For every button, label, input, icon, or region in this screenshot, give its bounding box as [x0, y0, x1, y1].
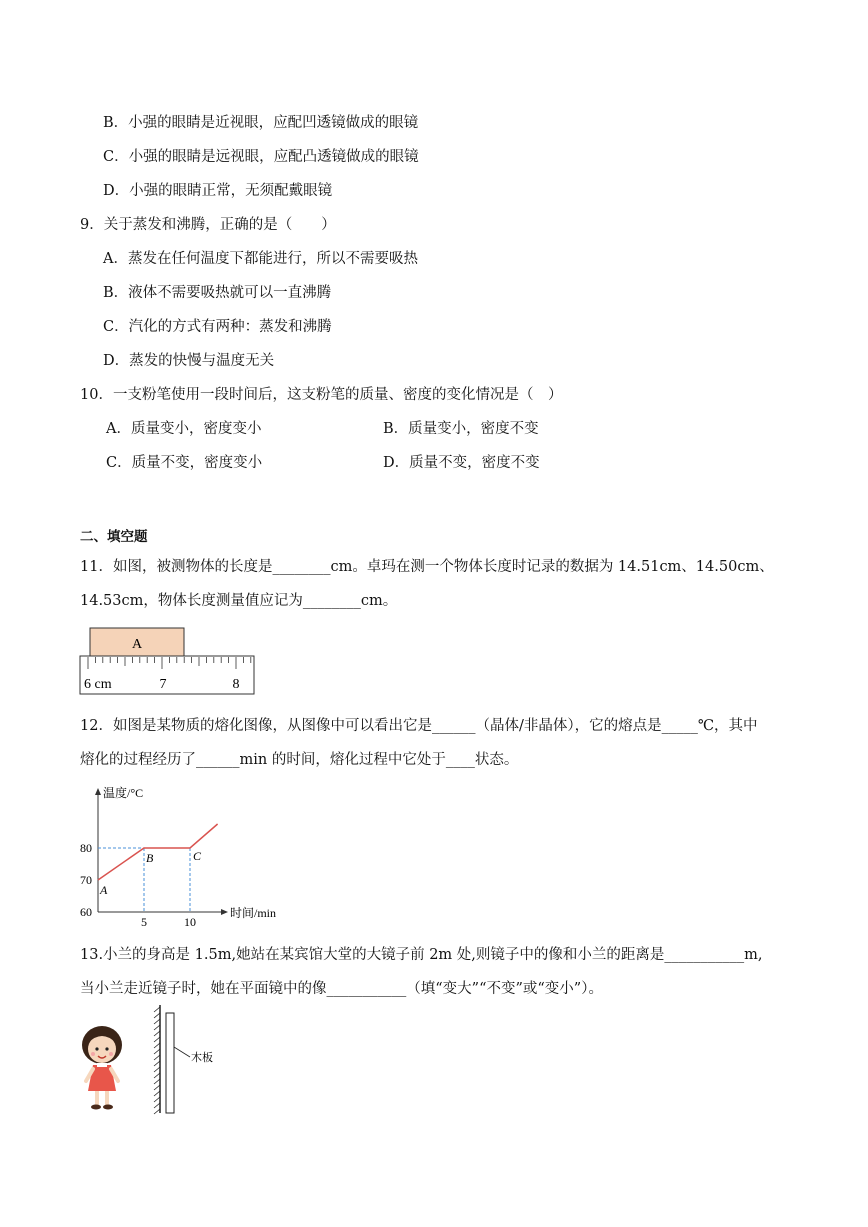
hatch-line [154, 1103, 160, 1108]
mirror-hatching [154, 1007, 160, 1114]
q10-option-b: B．质量变小，密度不变 [383, 421, 539, 437]
point-label-b: B [146, 851, 154, 865]
section-title: 二、填空题 [80, 529, 148, 545]
ruler-label-7: 7 [159, 677, 167, 692]
q10-option-c: C．质量不变，密度变小 [106, 455, 263, 471]
x-axis-arrow [221, 909, 228, 915]
hatch-line [154, 1013, 160, 1018]
ruler-label-8: 8 [232, 677, 240, 692]
melting-chart [76, 784, 296, 929]
q11-line-1: 11．如图，被测物体的长度是________cm。卓玛在测一个物体长度时记录的数据为 14.51cm、14.50cm、 [80, 559, 774, 575]
y-axis-arrow [95, 788, 101, 795]
hatch-line [154, 1061, 160, 1066]
q9-option-d: D．蒸发的快慢与温度无关 [103, 353, 275, 369]
point-label-a: A [100, 883, 108, 897]
point-label-c: C [193, 849, 202, 863]
ruler-label-6cm: 6 cm [84, 677, 112, 692]
mirror-figure [74, 1005, 234, 1115]
x-tick-label: 10 [184, 915, 196, 929]
y-tick-label: 70 [80, 873, 92, 887]
q9-option-c: C．汽化的方式有两种：蒸发和沸腾 [103, 319, 332, 335]
q9-option-a: A．蒸发在任何温度下都能进行，所以不需要吸热 [103, 251, 418, 267]
q13-line-1: 13.小兰的身高是 1.5m,她站在某宾馆大堂的大镜子前 2m 处,则镜子中的像和小兰的距离是___________m, [80, 947, 763, 963]
girl-illustration [82, 1026, 122, 1110]
hatch-line [154, 1031, 160, 1036]
q8-option-c: C．小强的眼睛是远视眼，应配凸透镜做成的眼镜 [103, 149, 419, 165]
hatch-line [154, 1073, 160, 1078]
hatch-line [154, 1109, 160, 1114]
hatch-line [154, 1067, 160, 1072]
hatch-line [154, 1025, 160, 1030]
hatch-line [154, 1007, 160, 1012]
chart-axes [95, 788, 228, 915]
y-tick-label: 80 [80, 841, 92, 855]
q10-stem: 10．一支粉笔使用一段时间后，这支粉笔的质量、密度的变化情况是（ ） [80, 387, 563, 403]
q12-line-2: 熔化的过程经历了______min 的时间，熔化过程中它处于____状态。 [80, 752, 519, 768]
hatch-line [154, 1085, 160, 1090]
y-axis-label: 温度/°C [103, 786, 144, 800]
block-label: A [131, 637, 143, 652]
q8-option-b: B．小强的眼睛是近视眼，应配凹透镜做成的眼镜 [103, 115, 419, 131]
ruler-figure [78, 627, 258, 697]
x-tick-label: 5 [141, 915, 147, 929]
q8-option-d: D．小强的眼睛正常，无须配戴眼镜 [103, 183, 333, 199]
chart-guides [98, 848, 190, 912]
hatch-line [154, 1043, 160, 1048]
chart-labels [80, 785, 276, 929]
hatch-line [154, 1019, 160, 1024]
q11-line-2: 14.53cm，物体长度测量值应记为________cm。 [80, 593, 398, 609]
hatch-line [154, 1049, 160, 1054]
x-axis-label: 时间/min [230, 906, 277, 920]
q9-option-b: B．液体不需要吸热就可以一直沸腾 [103, 285, 332, 301]
y-tick-label: 60 [80, 905, 92, 919]
q9-stem: 9．关于蒸发和沸腾，正确的是（ ） [80, 217, 336, 233]
hatch-line [154, 1055, 160, 1060]
q13-line-2: 当小兰走近镜子时，她在平面镜中的像___________（填“变大”“不变”或“变小”）。 [80, 981, 603, 997]
hatch-line [154, 1037, 160, 1042]
hatch-line [154, 1091, 160, 1096]
hatch-line [154, 1097, 160, 1102]
q10-option-d: D．质量不变，密度不变 [383, 455, 540, 471]
q12-line-1: 12．如图是某物质的熔化图像，从图像中可以看出它是______（晶体/非晶体），它的熔点是_____℃，其中 [80, 718, 758, 734]
q10-option-a: A．质量变小，密度变小 [106, 421, 262, 437]
board-label: 木板 [191, 1052, 213, 1064]
wood-board [166, 1013, 174, 1113]
hatch-line [154, 1079, 160, 1084]
